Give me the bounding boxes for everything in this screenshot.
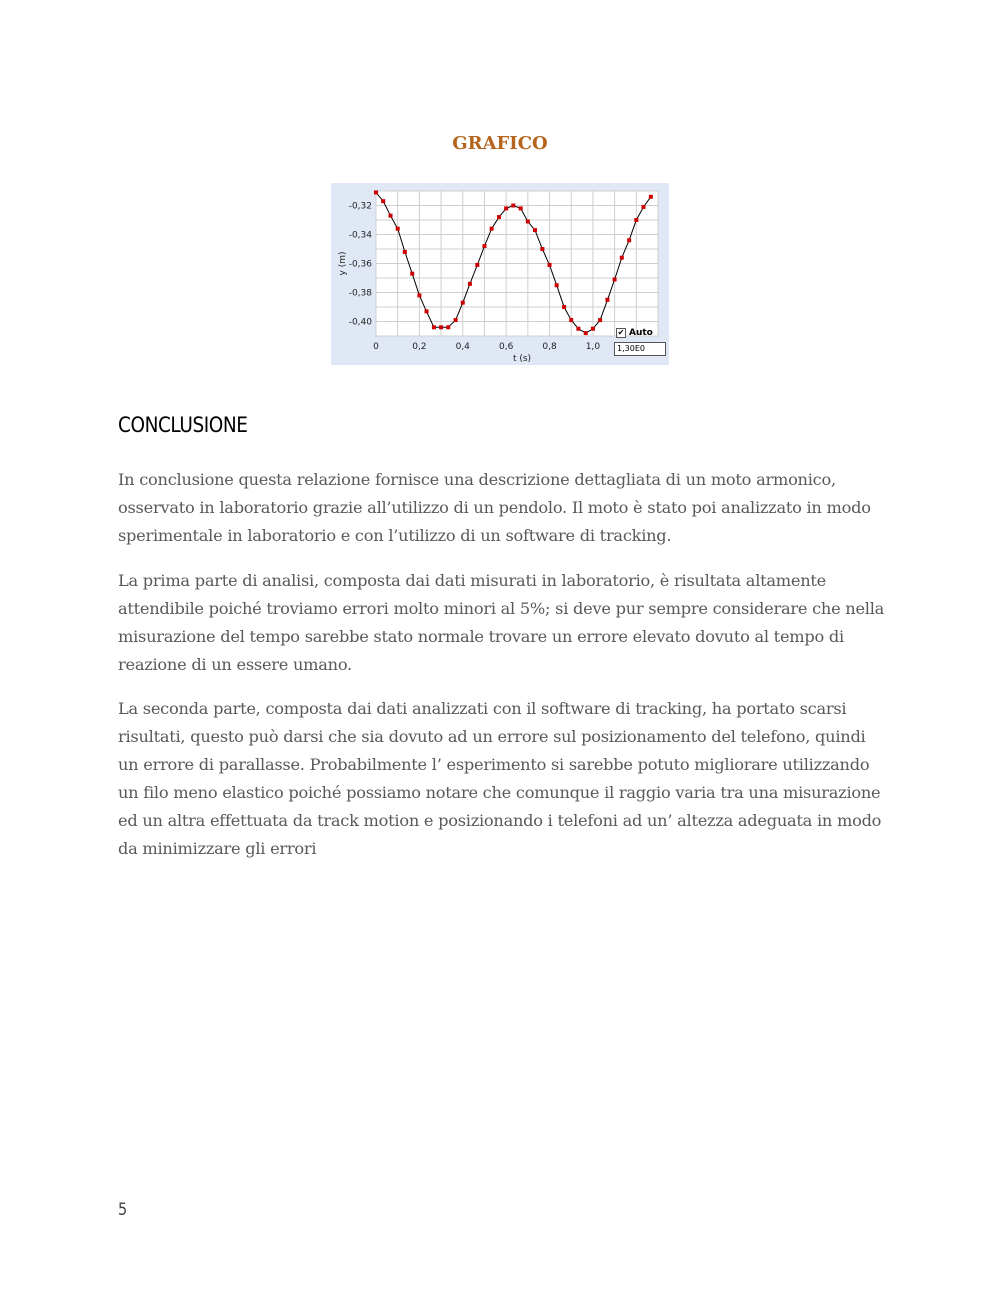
figure-heading: GRAFICO xyxy=(452,133,548,154)
data-point xyxy=(627,238,631,242)
data-point xyxy=(468,282,472,286)
y-tick-label: -0,38 xyxy=(348,288,372,299)
data-point xyxy=(569,318,573,322)
data-point xyxy=(490,227,494,231)
auto-scale-toggle[interactable] xyxy=(616,328,653,338)
y-tick-label: -0,34 xyxy=(348,230,372,241)
data-point xyxy=(475,263,479,267)
data-point xyxy=(555,283,559,287)
data-point xyxy=(504,206,508,210)
data-point xyxy=(613,277,617,281)
scale-input[interactable]: 1,30E0 xyxy=(614,342,666,356)
data-point xyxy=(425,309,429,313)
data-point xyxy=(482,244,486,248)
checkbox-icon[interactable]: ✔ xyxy=(617,328,625,337)
x-tick-label: 1,0 xyxy=(585,342,601,352)
data-point xyxy=(562,305,566,309)
y-tick-label: -0,40 xyxy=(348,317,372,328)
y-tick-label: -0,36 xyxy=(348,259,372,270)
data-point xyxy=(417,293,421,297)
data-point xyxy=(381,199,385,203)
data-point xyxy=(526,219,530,223)
data-point xyxy=(576,327,580,331)
x-tick-label: 0,2 xyxy=(412,342,427,352)
y-axis-label: y (m) xyxy=(338,251,348,276)
data-point xyxy=(649,195,653,199)
data-point xyxy=(591,327,595,331)
data-point xyxy=(584,331,588,335)
data-point xyxy=(403,250,407,254)
data-point xyxy=(439,325,443,329)
data-point xyxy=(410,272,414,276)
data-point xyxy=(446,325,450,329)
data-point xyxy=(454,318,458,322)
data-point xyxy=(598,318,602,322)
data-point xyxy=(396,227,400,231)
conclusion-body xyxy=(118,466,888,880)
data-point xyxy=(497,215,501,219)
data-point xyxy=(540,247,544,251)
page-number: 5 xyxy=(118,1200,128,1220)
data-point xyxy=(519,206,523,210)
data-point xyxy=(533,228,537,232)
paragraph: La seconda parte, composta dai dati analizzati con il software di tracking, ha portato scarsi risultati, questo può darsi che sia dovuto ad un errore sul posizionamento del telefono, quindi un errore di parallasse. Probabilmente l’ esperimento si sarebbe potuto migliorare utilizzando un filo meno elastico poiché possiamo notare che comunque il raggio varia tra una misurazione ed un altra effettuata da track motion e posizionando i telefoni ad un’ altezza adeguata in modo da minimizzare gli errori xyxy=(118,699,882,858)
x-tick-label: 0,8 xyxy=(542,342,557,352)
data-point xyxy=(634,218,638,222)
data-point xyxy=(374,190,378,194)
data-point xyxy=(432,325,436,329)
data-point xyxy=(461,301,465,305)
paragraph: In conclusione questa relazione fornisce una descrizione dettagliata di un moto armonico, osservato in laboratorio grazie all’utilizzo di un pendolo. Il moto è stato poi analizzato in modo sperimentale in laboratorio e con l’utilizzo di un software di tracking. xyxy=(118,470,871,545)
x-tick-label: 0,4 xyxy=(455,342,470,352)
x-tick-label: 0,6 xyxy=(498,342,514,352)
data-point xyxy=(641,205,645,209)
data-point xyxy=(548,263,552,267)
y-tick-label: -0,32 xyxy=(348,201,372,212)
x-tick-label: 0 xyxy=(373,342,379,352)
data-point xyxy=(389,214,393,218)
paragraph: La prima parte di analisi, composta dai dati misurati in laboratorio, è risultata altamente attendibile poiché troviamo errori molto minori al 5%; si deve pur sempre considerare che nella misurazione del tempo sarebbe stato normale trovare un errore elevato dovuto al tempo di reazione di un essere umano. xyxy=(118,570,885,674)
section-title: CONCLUSIONE xyxy=(118,413,248,437)
x-axis-label: t (s) xyxy=(512,354,532,364)
data-point xyxy=(511,204,515,208)
data-point xyxy=(620,256,624,260)
auto-label: Auto xyxy=(629,328,653,338)
data-point xyxy=(605,298,609,302)
